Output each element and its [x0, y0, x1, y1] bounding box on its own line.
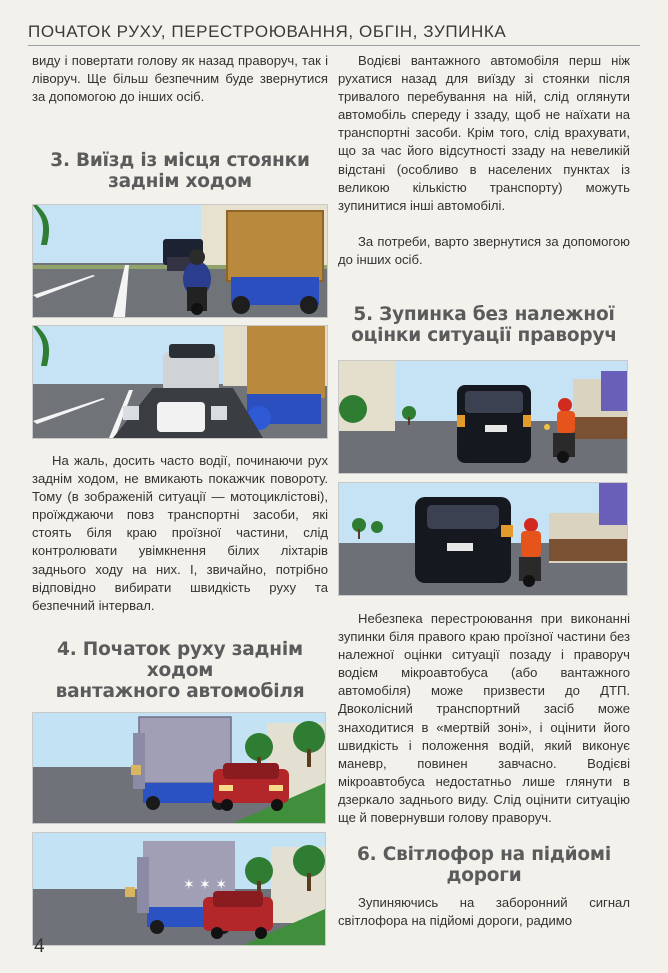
intro-paragraph: виду і повертати голову як назад праворуч, так і ліворуч. Ще більш безпечним буде звернутися за допомогою до інших осіб. — [32, 53, 328, 105]
right-column — [338, 52, 630, 930]
page-number: 4 — [34, 936, 45, 957]
illustration-5a-minibus-and-motorcyclist — [338, 360, 628, 474]
section-5-paragraph: Небезпека перестроювання при виконанні зупинки біля правого краю проїзної частини без належної оцінки ситуації позаду і праворуч водієм мікроавтобуса (або вантажного автомобіля) може призвести до ДТП. Двоколісний транспортний засіб може знаходитися в «мертвій зоні», і оцінити його швидкість і положення водій, який виконує маневр, повинен завчасно. Водієві мікроавтобуса недостатньо лише глянути в дзеркало заднього виду. Слід оцінити ситуацію ще й повернувши голову праворуч. — [338, 611, 630, 826]
running-header: ПОЧАТОК РУХУ, ПЕРЕСТРОЮВАННЯ, ОБГІН, ЗУПИНКА — [28, 22, 640, 46]
section-5-title-line2: оцінки ситуації праворуч — [351, 325, 617, 346]
right-paragraph-1: Водієві вантажного автомобіля перш ніж рухатися назад для виїзду зі стоянки після тривалого перебування на ній, слід оглянути автомобіль спереду і ззаду, щоб не наїхати на транспортні засоби. Крім того, слід врахувати, що за час його відсутності ззаду на невеликій відстані (особливо в населених пунктах із великою кількістю транспорту) можуть зупинитися інші автомобілі. — [338, 53, 630, 213]
illustration-4b-van-close-to-car — [32, 832, 326, 946]
illustration-4a-van-reversing-toward-car — [32, 712, 326, 824]
svg-text:✶ ✶ ✶: ✶ ✶ ✶ — [183, 877, 228, 893]
section-3-title-line2: заднім ходом — [108, 171, 252, 192]
illustration-5b-minibus-turning-right — [338, 482, 628, 596]
section-5-title-line1: 5. Зупинка без належної — [353, 304, 615, 325]
section-3-paragraph: На жаль, досить часто водії, починаючи рух заднім ходом, не вмикають покажчик повороту. Тому (в зображеній ситуації — мотоциклістові), проїжджаючи повз транспортні засоби, які стоять біля краю проїзної частини, слід контролювати увімкнення білих ліхтарів заднього ходу на них. І, звичайно, потрібно відповідно вибирати швидкість руху та безпечний інтервал. — [32, 453, 328, 613]
section-6-title-line2: дороги — [446, 865, 522, 886]
illustration-3a-motorcyclist-passing-trucks — [32, 204, 328, 318]
left-column — [32, 52, 328, 946]
right-paragraph-2: За потреби, варто звернутися за допомогою до інших осіб. — [338, 234, 630, 268]
section-6-title — [338, 844, 630, 886]
section-4-title-line1: 4. Початок руху заднім ходом — [57, 639, 303, 681]
section-6-paragraph: Зупиняючись на заборонний сигнал світлофора на підйомі дороги, радимо — [338, 895, 630, 929]
section-4-title-line2: вантажного автомобіля — [55, 681, 305, 702]
illustration-3b-rider-view-truck-reversing — [32, 325, 328, 439]
section-3-title-line1: 3. Виїзд із місця стоянки — [50, 150, 310, 171]
section-5-title — [338, 304, 630, 346]
section-6-title-line1: 6. Світлофор на підйомі — [356, 844, 611, 865]
section-4-title — [32, 639, 328, 702]
section-3-title — [32, 150, 328, 192]
